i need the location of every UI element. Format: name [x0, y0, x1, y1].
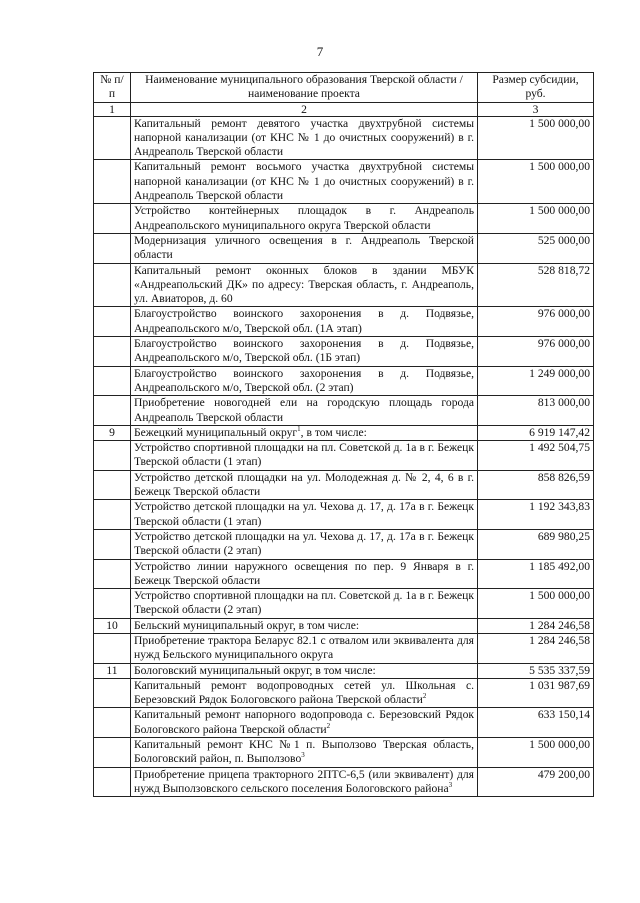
row-amount: 976 000,00 — [478, 337, 594, 367]
table-row — [94, 116, 594, 160]
row-name-text: Капитальный ремонт КНС №1 п. Выползово Тверская область, Бологовский район, п. Выползово — [134, 738, 474, 766]
row-name — [131, 425, 478, 440]
row-name-text: Бологовский муниципальный округ, в том числе: — [134, 663, 376, 677]
table-row — [94, 337, 594, 367]
row-name — [131, 589, 478, 619]
row-name-text: Устройство спортивной площадки на пл. Советской д. 1а в г. Бежецк Тверской области (2 этап) — [134, 589, 474, 617]
row-name — [131, 708, 478, 738]
row-amount: 1 249 000,00 — [478, 366, 594, 396]
row-name-text: Капитальный ремонт девятого участка двухтрубной системы напорной канализации (от КНС № 1 до очистных сооружений) в г. Андреаполь Тверской области — [134, 116, 474, 159]
row-number — [94, 678, 131, 708]
row-name — [131, 767, 478, 797]
table-row — [94, 396, 594, 426]
footnote-marker: 2 — [422, 692, 427, 701]
row-amount: 525 000,00 — [478, 233, 594, 263]
row-name — [131, 337, 478, 367]
table-row — [94, 263, 594, 307]
row-name-tail: , в том числе: — [300, 425, 367, 439]
row-number — [94, 738, 131, 768]
row-name-text: Устройство линии наружного освещения по пер. 9 Января в г. Бежецк Тверской области — [134, 559, 474, 587]
row-amount: 858 826,59 — [478, 470, 594, 500]
table-row — [94, 618, 594, 633]
row-name — [131, 441, 478, 471]
row-amount: 528 818,72 — [478, 263, 594, 307]
row-name — [131, 633, 478, 663]
footnote-marker: 1 — [297, 424, 301, 433]
row-name — [131, 116, 478, 160]
row-amount: 5 535 337,59 — [478, 663, 594, 678]
row-number — [94, 767, 131, 797]
row-name — [131, 559, 478, 589]
row-name-text: Благоустройство воинского захоронения в д. Подвязье, Андреапольского м/о, Тверской обл. (1А этап) — [134, 307, 474, 335]
row-amount: 1 284 246,58 — [478, 618, 594, 633]
row-number — [94, 263, 131, 307]
row-number — [94, 708, 131, 738]
row-name — [131, 160, 478, 204]
row-name-text: Благоустройство воинского захоронения в д. Подвязье, Андреапольского м/о, Тверской обл. (2 этап) — [134, 366, 474, 394]
row-amount: 1 192 343,83 — [478, 500, 594, 530]
table-index-row — [94, 102, 594, 116]
footnote-marker: 2 — [326, 721, 331, 730]
table-row — [94, 307, 594, 337]
row-name-text: Устройство детской площадки на ул. Чехова д. 17, д. 17а в г. Бежецк Тверской области (2 этап) — [134, 529, 474, 558]
row-amount: 1 500 000,00 — [478, 116, 594, 160]
footnote-marker: 3 — [448, 781, 453, 790]
row-number — [94, 529, 131, 559]
row-name-text: Бельский муниципальный округ, в том числе: — [134, 618, 360, 632]
table-row — [94, 366, 594, 396]
row-amount: 1 500 000,00 — [478, 589, 594, 619]
table-row — [94, 470, 594, 500]
row-name-text: Капитальный ремонт оконных блоков в здании МБУК «Андреапольский ДК» по адресу: Тверская область, г. Андреаполь, ул. Авиаторов, д. 60 — [134, 263, 474, 306]
row-number — [94, 204, 131, 234]
row-name-text: Устройство спортивной площадки на пл. Советской д. 1а в г. Бежецк Тверской области (1 этап) — [134, 441, 474, 469]
row-name — [131, 618, 478, 633]
table-row — [94, 160, 594, 204]
row-name — [131, 204, 478, 234]
table-row — [94, 425, 594, 440]
table-row — [94, 663, 594, 678]
row-number: 9 — [94, 425, 131, 440]
row-name-text: Приобретение трактора Беларус 82.1 с отвалом или эквивалента для нужд Бельского муниципального округа — [134, 633, 474, 662]
row-name — [131, 663, 478, 678]
row-name-text: Капитальный ремонт водопроводных сетей ул. Школьная с. Березовский Рядок Бологовского района Тверской области — [134, 678, 474, 707]
table-row — [94, 441, 594, 471]
row-amount: 633 150,14 — [478, 708, 594, 738]
row-name-text: Благоустройство воинского захоронения в д. Подвязье, Андреапольского м/о, Тверской обл. (1Б этап) — [134, 337, 474, 365]
row-number — [94, 500, 131, 530]
table-row — [94, 500, 594, 530]
row-name-text: Устройство контейнерных площадок в г. Андреаполь Андреапольского муниципального округа Тверской области — [134, 204, 474, 232]
row-name — [131, 500, 478, 530]
row-name — [131, 738, 478, 768]
row-amount: 1 492 504,75 — [478, 441, 594, 471]
index-cell: 1 — [94, 102, 131, 116]
row-amount: 1 185 492,00 — [478, 559, 594, 589]
row-number — [94, 396, 131, 426]
footnote-marker: 3 — [301, 751, 305, 760]
row-name-text: Устройство детской площадки на ул. Молодежная д. № 2, 4, 6 в г. Бежецк Тверской области — [134, 470, 474, 499]
row-number — [94, 233, 131, 263]
row-name-text: Устройство детской площадки на ул. Чехова д. 17, д. 17а в г. Бежецк Тверской области (1 этап) — [134, 500, 474, 528]
row-number — [94, 116, 131, 160]
row-name — [131, 396, 478, 426]
table-row — [94, 559, 594, 589]
table-row — [94, 529, 594, 559]
row-name — [131, 263, 478, 307]
row-name-text: Капитальный ремонт восьмого участка двухтрубной системы напорной канализации (от КНС № 1 до очистных сооружений) в г. Андреаполь Тверской области — [134, 160, 474, 203]
row-amount: 689 980,25 — [478, 529, 594, 559]
row-name-text: Бежецкий муниципальный округ — [134, 425, 298, 439]
table-row — [94, 767, 594, 797]
row-amount: 976 000,00 — [478, 307, 594, 337]
index-cell: 3 — [478, 102, 594, 116]
row-number: 11 — [94, 663, 131, 678]
table-row — [94, 708, 594, 738]
table-row — [94, 633, 594, 663]
row-name — [131, 678, 478, 708]
row-number — [94, 559, 131, 589]
row-name-text: Приобретение прицепа тракторного 2ПТС-6,5 (или эквивалент) для нужд Выползовского сельского поселения Бологовского района — [134, 767, 474, 795]
row-name — [131, 233, 478, 263]
table-row — [94, 233, 594, 263]
row-amount: 1 500 000,00 — [478, 160, 594, 204]
subsidy-table — [93, 72, 594, 797]
table-row — [94, 738, 594, 768]
row-name — [131, 470, 478, 500]
row-name-text: Капитальный ремонт напорного водопровода с. Березовский Рядок Бологовского района Тверской области — [134, 708, 474, 736]
table-row — [94, 678, 594, 708]
table-row — [94, 589, 594, 619]
header-amount: Размер субсидии, руб. — [478, 73, 594, 103]
row-number — [94, 337, 131, 367]
row-number — [94, 633, 131, 663]
row-number — [94, 441, 131, 471]
row-name-text: Приобретение новогодней ели на городскую площадь города Андреаполь Тверской области — [134, 396, 474, 424]
row-name — [131, 307, 478, 337]
row-name — [131, 529, 478, 559]
index-cell: 2 — [131, 102, 478, 116]
row-amount: 813 000,00 — [478, 396, 594, 426]
row-number — [94, 366, 131, 396]
row-number — [94, 470, 131, 500]
row-amount: 479 200,00 — [478, 767, 594, 797]
row-number: 10 — [94, 618, 131, 633]
row-amount: 1 500 000,00 — [478, 738, 594, 768]
header-name: Наименование муниципального образования Тверской области / наименование проекта — [131, 73, 478, 103]
page-number: 7 — [316, 44, 324, 59]
table-row — [94, 204, 594, 234]
row-number — [94, 160, 131, 204]
row-number — [94, 589, 131, 619]
row-amount: 1 031 987,69 — [478, 678, 594, 708]
header-number: № п/п — [94, 73, 131, 103]
row-name — [131, 366, 478, 396]
row-name-text: Модернизация уличного освещения в г. Андреаполь Тверской области — [134, 233, 474, 262]
row-amount: 1 500 000,00 — [478, 204, 594, 234]
row-amount: 6 919 147,42 — [478, 425, 594, 440]
row-number — [94, 307, 131, 337]
row-amount: 1 284 246,58 — [478, 633, 594, 663]
table-header-row — [94, 73, 594, 103]
